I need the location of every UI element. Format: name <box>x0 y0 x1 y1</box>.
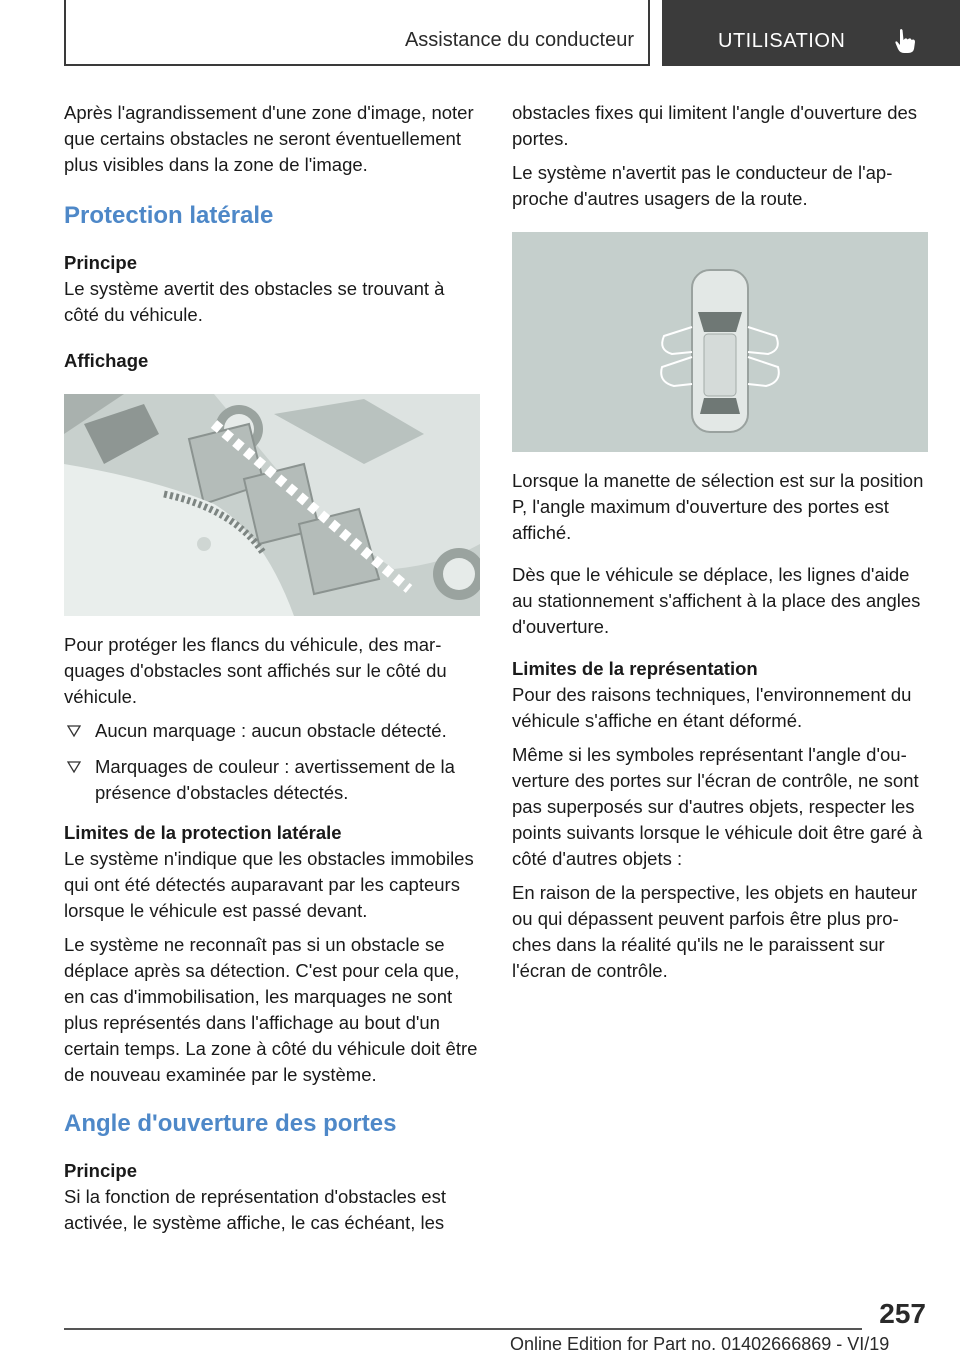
heading-angle-ouverture: Angle d'ouverture des portes <box>64 1110 397 1137</box>
flancs-paragraph: Pour protéger les flancs du véhicule, des marquages d'obstacles sont affichés sur le côté du véhicule. <box>64 634 447 707</box>
subheading-affichage: Affichage <box>64 350 149 371</box>
principe-2-paragraph: Si la fonction de représentation d'obstacles est activée, le système affiche, le cas échéant, les <box>64 1186 446 1233</box>
pointing-hand-icon <box>894 28 918 54</box>
door-angle-figure <box>512 232 928 452</box>
limites-2-paragraph-1: Pour des raisons techniques, l'environnement du véhicule s'affiche en étant déformé. <box>512 684 912 731</box>
footer-edition: Online Edition for Part no. 01402666869 - VI/19 <box>510 1334 890 1354</box>
footer-rule <box>64 1328 862 1330</box>
list-item-text: Aucun marquage : aucun obstacle détecté. <box>95 720 447 741</box>
limites-paragraph-1: Le système n'indique que les obstacles immobiles qui ont été détectés auparavant par les capteurs lorsque le véhicule est passé devant. <box>64 848 474 921</box>
subheading-limites-protection: Limites de la protection latérale <box>64 822 342 843</box>
subheading-principe-2: Principe <box>64 1160 137 1181</box>
triangle-bullet-icon <box>67 724 81 738</box>
header-chapter-tab <box>662 0 960 66</box>
intro-paragraph: Après l'agrandissement d'une zone d'image, noter que certains obstacles ne seront éventuellement plus visibles dans la zone de l'image. <box>64 102 474 175</box>
principe-paragraph: Le système avertit des obstacles se trouvant à côté du véhicule. <box>64 278 445 325</box>
header-chapter-title: UTILISATION <box>718 30 846 52</box>
list-item <box>64 718 480 744</box>
left-column <box>64 100 480 1244</box>
deplace-paragraph: Dès que le véhicule se déplace, les lignes d'aide au stationnement s'affichent à la place des angles d'ouverture. <box>512 564 921 637</box>
heading-protection-laterale: Protection latérale <box>64 202 274 229</box>
page-number: 257 <box>879 1298 926 1329</box>
header-section-box <box>64 0 650 66</box>
side-protection-illustration <box>64 394 480 616</box>
list-item-text: Marquages de couleur : avertissement de la présence d'obstacles détectés. <box>95 756 455 803</box>
door-angle-illustration <box>512 232 928 452</box>
side-protection-figure <box>64 394 480 616</box>
subheading-limites-representation: Limites de la représentation <box>512 658 758 679</box>
list-item <box>64 754 480 806</box>
right-column <box>512 100 928 992</box>
usagers-paragraph: Le système n'avertit pas le conducteur de l'approche d'autres usagers de la route. <box>512 162 893 209</box>
marking-list <box>64 718 480 806</box>
triangle-bullet-icon <box>67 760 81 774</box>
limites-paragraph-2: Le système ne reconnaît pas si un obstacle se déplace après sa détection. C'est pour cela que, en cas d'immobilisation, les marquages ne sont plus représentés dans l'affichage au bout d'un certain temps. La zone à côté du véhicule doit être de nouveau examinée par le système. <box>64 934 478 1085</box>
limites-2-paragraph-3: En raison de la perspective, les objets en hauteur ou qui dépassent peuvent parfois être plus proches dans la réalité qu'ils ne le paraissent sur l'écran de contrôle. <box>512 882 918 981</box>
header-section-title: Assistance du conducteur <box>404 29 634 51</box>
continued-paragraph: obstacles fixes qui limitent l'angle d'ouverture des portes. <box>512 102 918 149</box>
limites-2-paragraph-2: Même si les symboles représentant l'angle d'ouverture des portes sur l'écran de contrôle, ne sont pas superposés sur d'autres objets, respecter les points suivants lorsque le véhicule doit être garé à côté d'autres objets : <box>512 744 923 869</box>
manette-paragraph: Lorsque la manette de sélection est sur la position P, l'angle maximum d'ouverture des portes est affiché. <box>512 470 924 543</box>
subheading-principe: Principe <box>64 252 137 273</box>
